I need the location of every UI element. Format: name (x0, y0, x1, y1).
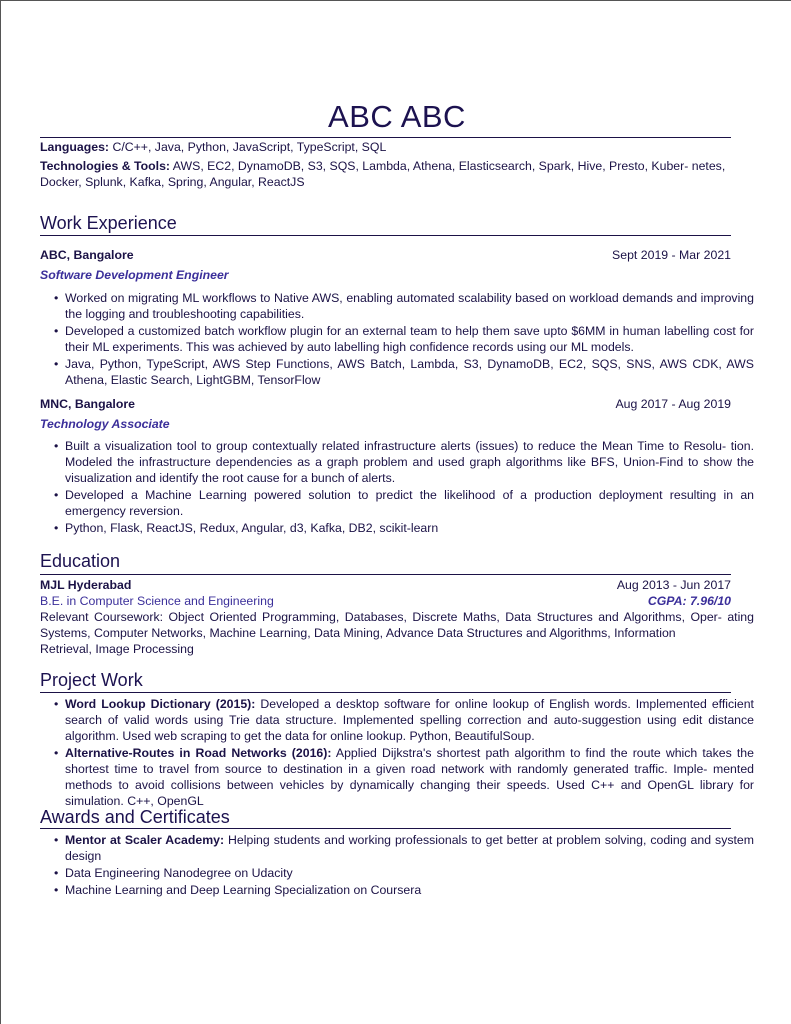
project-desc: Applied Dijkstra's shortest path algorithm to find the route which takes the shortest time to travel from source to destination in a given road network with randomly generated traffic. Imple- mented methods to avoid collisions between vehicles by dynamically changing their speeds. Used C++ and OpenGL library for simulation. C++, OpenGL (65, 746, 754, 808)
job-bullets (40, 438, 754, 537)
project-list (40, 696, 754, 810)
projects-section-title: Project Work (40, 670, 143, 690)
header-divider (40, 137, 731, 138)
project-desc: Developed a desktop software for online lookup of English words. Implemented efficient search of valid words using Trie data structure. Implemented spelling correction and auto-suggestion using edit distance algorithm. Used web scraping to get the data for online lookup. Python, BeautifulSoup. (65, 697, 754, 743)
work-section-divider (40, 235, 731, 236)
job-dates: Aug 2017 - Aug 2019 (615, 397, 731, 411)
award-desc: Data Engineering Nanodegree on Udacity (65, 866, 293, 880)
degree-name: B.E. in Computer Science and Engineering (40, 594, 274, 608)
job-bullet: • Java, Python, TypeScript, AWS Step Functions, AWS Batch, Lambda, S3, DynamoDB, EC2, SQS, SNS, AWS CDK, AWS Athena, Elastic Search, LightGBM, TensorFlow (40, 356, 754, 388)
languages-line (40, 139, 754, 155)
candidate-name: ABC ABC (328, 99, 466, 134)
education-dates: Aug 2013 - Jun 2017 (616, 578, 731, 592)
job-dates: Sept 2019 - Mar 2021 (612, 248, 731, 262)
job-bullet: • Python, Flask, ReactJS, Redux, Angular, d3, Kafka, DB2, scikit-learn (40, 520, 754, 536)
tools-label: Technologies & Tools: (40, 159, 171, 173)
job-role: Technology Associate (40, 417, 170, 431)
tools-line (40, 158, 754, 190)
cgpa-value: CGPA: 7.96/10 (647, 594, 731, 608)
award-item (40, 865, 754, 881)
languages-value: C/C++, Java, Python, JavaScript, TypeScript, SQL (112, 140, 387, 154)
project-name: Word Lookup Dictionary (2015): (65, 697, 256, 711)
school-name: MJL Hyderabad (40, 578, 132, 592)
job-org: ABC, Bangalore (40, 248, 134, 262)
awards-list (40, 832, 754, 899)
job-bullet: • Developed a customized batch workflow plugin for an external team to help them save upto $6MM in human labelling cost for their ML experiments. This was achieved by auto labelling high confidence records using our ML models. (40, 323, 754, 355)
education-section-title: Education (40, 551, 121, 571)
job-bullet: • Developed a Machine Learning powered solution to predict the likelihood of a production deployment resulting in an emergency reversion. (40, 487, 754, 519)
job-bullets (40, 290, 754, 389)
coursework (40, 609, 754, 657)
job-bullet: • Worked on migrating ML workflows to Native AWS, enabling automated scalability based on workload demands and improving the logging and troubleshooting capabilities. (40, 290, 754, 322)
project-name: Alternative-Routes in Road Networks (2016): (65, 746, 332, 760)
awards-section-title: Awards and Certificates (40, 807, 230, 827)
job-header (40, 396, 731, 412)
coursework-text: Relevant Coursework: Object Oriented Programming, Databases, Discrete Maths, Data Structures and Algorithms, Oper- ating Systems, Computer Networks, Machine Learning, Data Mining, Advance Data Structures and Algorithms, Information (40, 610, 754, 640)
award-desc: Machine Learning and Deep Learning Specialization on Coursera (65, 883, 422, 897)
degree-row (40, 593, 731, 609)
languages-label: Languages: (40, 140, 110, 154)
award-name: Mentor at Scaler Academy: (65, 833, 225, 847)
education-section-divider (40, 574, 731, 575)
project-item (40, 696, 754, 744)
award-item (40, 832, 754, 864)
award-item (40, 882, 754, 898)
skills-block (40, 139, 754, 191)
job-org: MNC, Bangalore (40, 397, 135, 411)
awards-section-divider (40, 828, 731, 829)
job-header (40, 247, 731, 263)
education-header (40, 577, 731, 593)
job-bullet: • Built a visualization tool to group contextually related infrastructure alerts (issues) to reduce the Mean Time to Resolu- tion. Modeled the infrastructure dependencies as a graph problem and used graph algorithms like BFS, Union-Find to show the visualization and identify the root cause for a bunch of alerts. (40, 438, 754, 486)
work-section-title: Work Experience (40, 213, 177, 233)
job-role: Software Development Engineer (40, 268, 229, 282)
tools-value: AWS, EC2, DynamoDB, S3, SQS, Lambda, Athena, Elasticsearch, Spark, Hive, Presto, Kuber- netes, Docker, Splunk, Kafka, Spring, Angular, ReactJS (40, 159, 726, 189)
projects-section-divider (40, 692, 731, 693)
award-desc: Helping students and working professionals to get better at problem solving, coding and system design (65, 833, 754, 863)
project-item (40, 745, 754, 809)
coursework-text-end: Retrieval, Image Processing (40, 642, 194, 656)
